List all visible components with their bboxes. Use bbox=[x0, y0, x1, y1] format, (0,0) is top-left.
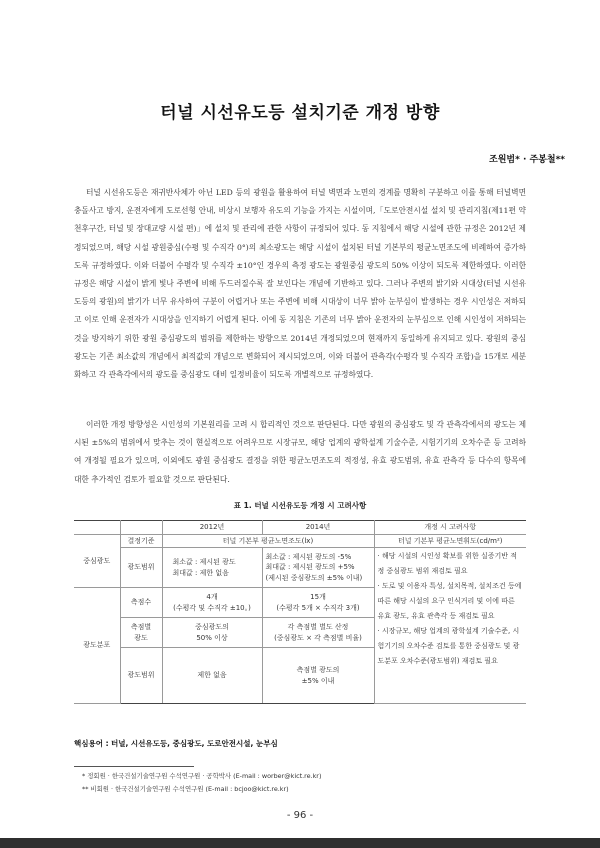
table-row bbox=[74, 548, 526, 588]
header-2014: 2014년 bbox=[262, 521, 374, 535]
table-row bbox=[74, 534, 526, 548]
keywords-list: 터널, 시선유도등, 중심광도, 도로안전시설, 눈부심 bbox=[110, 739, 278, 748]
table-header-row bbox=[74, 521, 526, 535]
author-list: 조원범* · 주봉철** bbox=[489, 155, 565, 165]
header-future: 개정 시 고려사항 bbox=[374, 521, 526, 535]
cell-dist-range-2012: 제한 없음 bbox=[162, 648, 262, 704]
header-empty bbox=[120, 521, 162, 535]
article-title: 터널 시선유도등 설치기준 개정 방향 bbox=[160, 103, 440, 123]
group-intensity-distribution: 광도분포 bbox=[74, 588, 120, 704]
header-empty bbox=[74, 521, 120, 535]
cell-points-2012: 4개 (수평각 및 수직각 ±10。) bbox=[162, 588, 262, 618]
group-center-intensity: 중심광도 bbox=[74, 534, 120, 588]
footnote-divider bbox=[74, 766, 194, 767]
cell-future-notes: · 해당 시설의 시인성 확보를 위한 실증기반 적정 중심광도 범위 재검토 필요 · 도로 및 이용자 특성, 설치목적, 설치조건 등에 따른 해당 시설의 요구 인식거리 및 이에 따른 유효 광도, 유효 관측각 등 재검토 필요 · 시장규모, 해당 업계의 광학설계 기술수준, 시험기기의 오차수준 검토를 통한 중심광도 및 광도분포 오차수준(광도범위) 재검토 필요 bbox=[374, 548, 526, 704]
row-label: 측점수 bbox=[120, 588, 162, 618]
cell-dist-range-2014: 측점별 광도의 ±5% 이내 bbox=[262, 648, 374, 704]
row-label: 결정기준 bbox=[120, 534, 162, 548]
page-number: - 96 - bbox=[286, 810, 314, 821]
row-label: 광도범위 bbox=[120, 548, 162, 588]
body-paragraph-1 bbox=[74, 184, 526, 384]
cell-point-intensity-2014: 각 측점별 별도 산정 (중심광도 × 각 측점별 비율) bbox=[262, 618, 374, 648]
bottom-bar bbox=[0, 838, 600, 848]
paragraph-text: 터널 시선유도등은 재귀반사체가 아닌 LED 등의 광원을 활용하여 터널 벽면과 노면의 경계를 명확히 구분하고 이를 통해 터널벽면 충돌사고 방지, 운전자에게 도로선형 안내, 비상시 보행자 유도의 기능을 가지는 시설이며,「도로안전시설 설치 및 관리지침(제11편 약천후구간, 터널 및 장대교량 시설 편)」에 설치 및 관리에 관한 사항이 규정되어 있다. 동 지침에서 해당 시설에 관한 규정은 2012년 제정되었으며, 해당 시설 광원중심(수평 및 수직각 0°)의 최소광도는 해당 시설이 설치된 터널 기본부의 평균노면조도에 비례하여 증가하도록 규정하였다. 이와 더불어 수평각 및 수직각 ±10°인 경우의 측정 광도는 광원중심 광도의 50% 이상이 되도록 제한하였다. 이러한 규정은 해당 시설이 밝게 빛나 주변에 비해 두드러질수록 잘 보인다는 개념에 기반하고 있다. 그러나 주변의 밝기와 시대상(터널 시선유도등의 광원)의 밝기가 너무 유사하여 구분이 어렵거나 또는 주변에 비해 시대상이 너무 밝아 눈부심이 발생하는 경우 시인성은 저하되고 이로 인해 운전자가 시대상을 인지하기 어렵게 된다. 이에 동 지침은 기존의 너무 밝아 운전자의 눈부심으로 인해 시인성이 저하되는 것을 방지하기 위한 광원 중심광도의 범위를 제한하는 방향으로 2014년 개정되었으며 현재까지 동일하게 유지되고 있다. 광원의 중심광도는 기존 최소값의 개념에서 최적값의 개념으로 변화되어 제시되었으며, 이와 더불어 관측각(수평각 및 수직각 조합)을 15개로 세분화하고 각 관측각에서의 광도를 중심광도 대비 일정비율이 되도록 개별적으로 규정하였다. bbox=[74, 188, 526, 380]
keywords-label: 핵심용어 : bbox=[74, 739, 109, 748]
cell-point-intensity-2012: 중심광도의 50% 이상 bbox=[162, 618, 262, 648]
cell-basis-future: 터널 기본부 평균노면휘도(cd/m²) bbox=[374, 534, 526, 548]
cell-points-2014: 15개 (수평각 5개 × 수직각 3개) bbox=[262, 588, 374, 618]
row-label: 측점별 광도 bbox=[120, 618, 162, 648]
table-caption: 표 1. 터널 시선유도등 개정 시 고려사항 bbox=[233, 501, 367, 510]
paragraph-text: 이러한 개정 방향성은 시인성의 기본원리를 고려 시 합리적인 것으로 판단된다. 다만 광원의 중심광도 및 각 관측각에서의 광도는 제시된 ±5%의 범위에서 맞추는 것이 현실적으로 어려우므로 시장규모, 해당 업계의 광학설계 기술수준, 시험기기의 오차수준 등 고려하여 개정될 필요가 있으며, 이외에도 광원 중심광도 결정을 위한 평균노면조도의 적정성, 유효 광도범위, 유효 관측각 등 다수의 항목에 대한 추가적인 검토가 필요할 것으로 판단된다. bbox=[74, 420, 526, 484]
footnote-author-2: ** 비회원 · 한국건설기술연구원 수석연구원 (E-mail : bcjoo@kict.re.kr) bbox=[82, 785, 289, 793]
header-2012: 2012년 bbox=[162, 521, 262, 535]
keywords-line bbox=[74, 738, 278, 749]
body-paragraph-2 bbox=[74, 416, 526, 489]
footnote-author-1: * 정회원 · 한국건설기술연구원 수석연구원 · 공학박사 (E-mail : worber@kict.re.kr) bbox=[82, 772, 322, 780]
considerations-table bbox=[74, 520, 526, 704]
cell-basis-2012-2014: 터널 기본부 평균노면조도(lx) bbox=[162, 534, 374, 548]
cell-center-range-2014: 최소값 : 제시된 광도의 -5% 최대값 : 제시된 광도의 +5% (제시된 중심광도의 ±5% 이내) bbox=[262, 548, 374, 588]
cell-center-range-2012: 최소값 : 제시된 광도 최대값 : 제한 없음 bbox=[162, 548, 262, 588]
row-label: 광도범위 bbox=[120, 648, 162, 704]
